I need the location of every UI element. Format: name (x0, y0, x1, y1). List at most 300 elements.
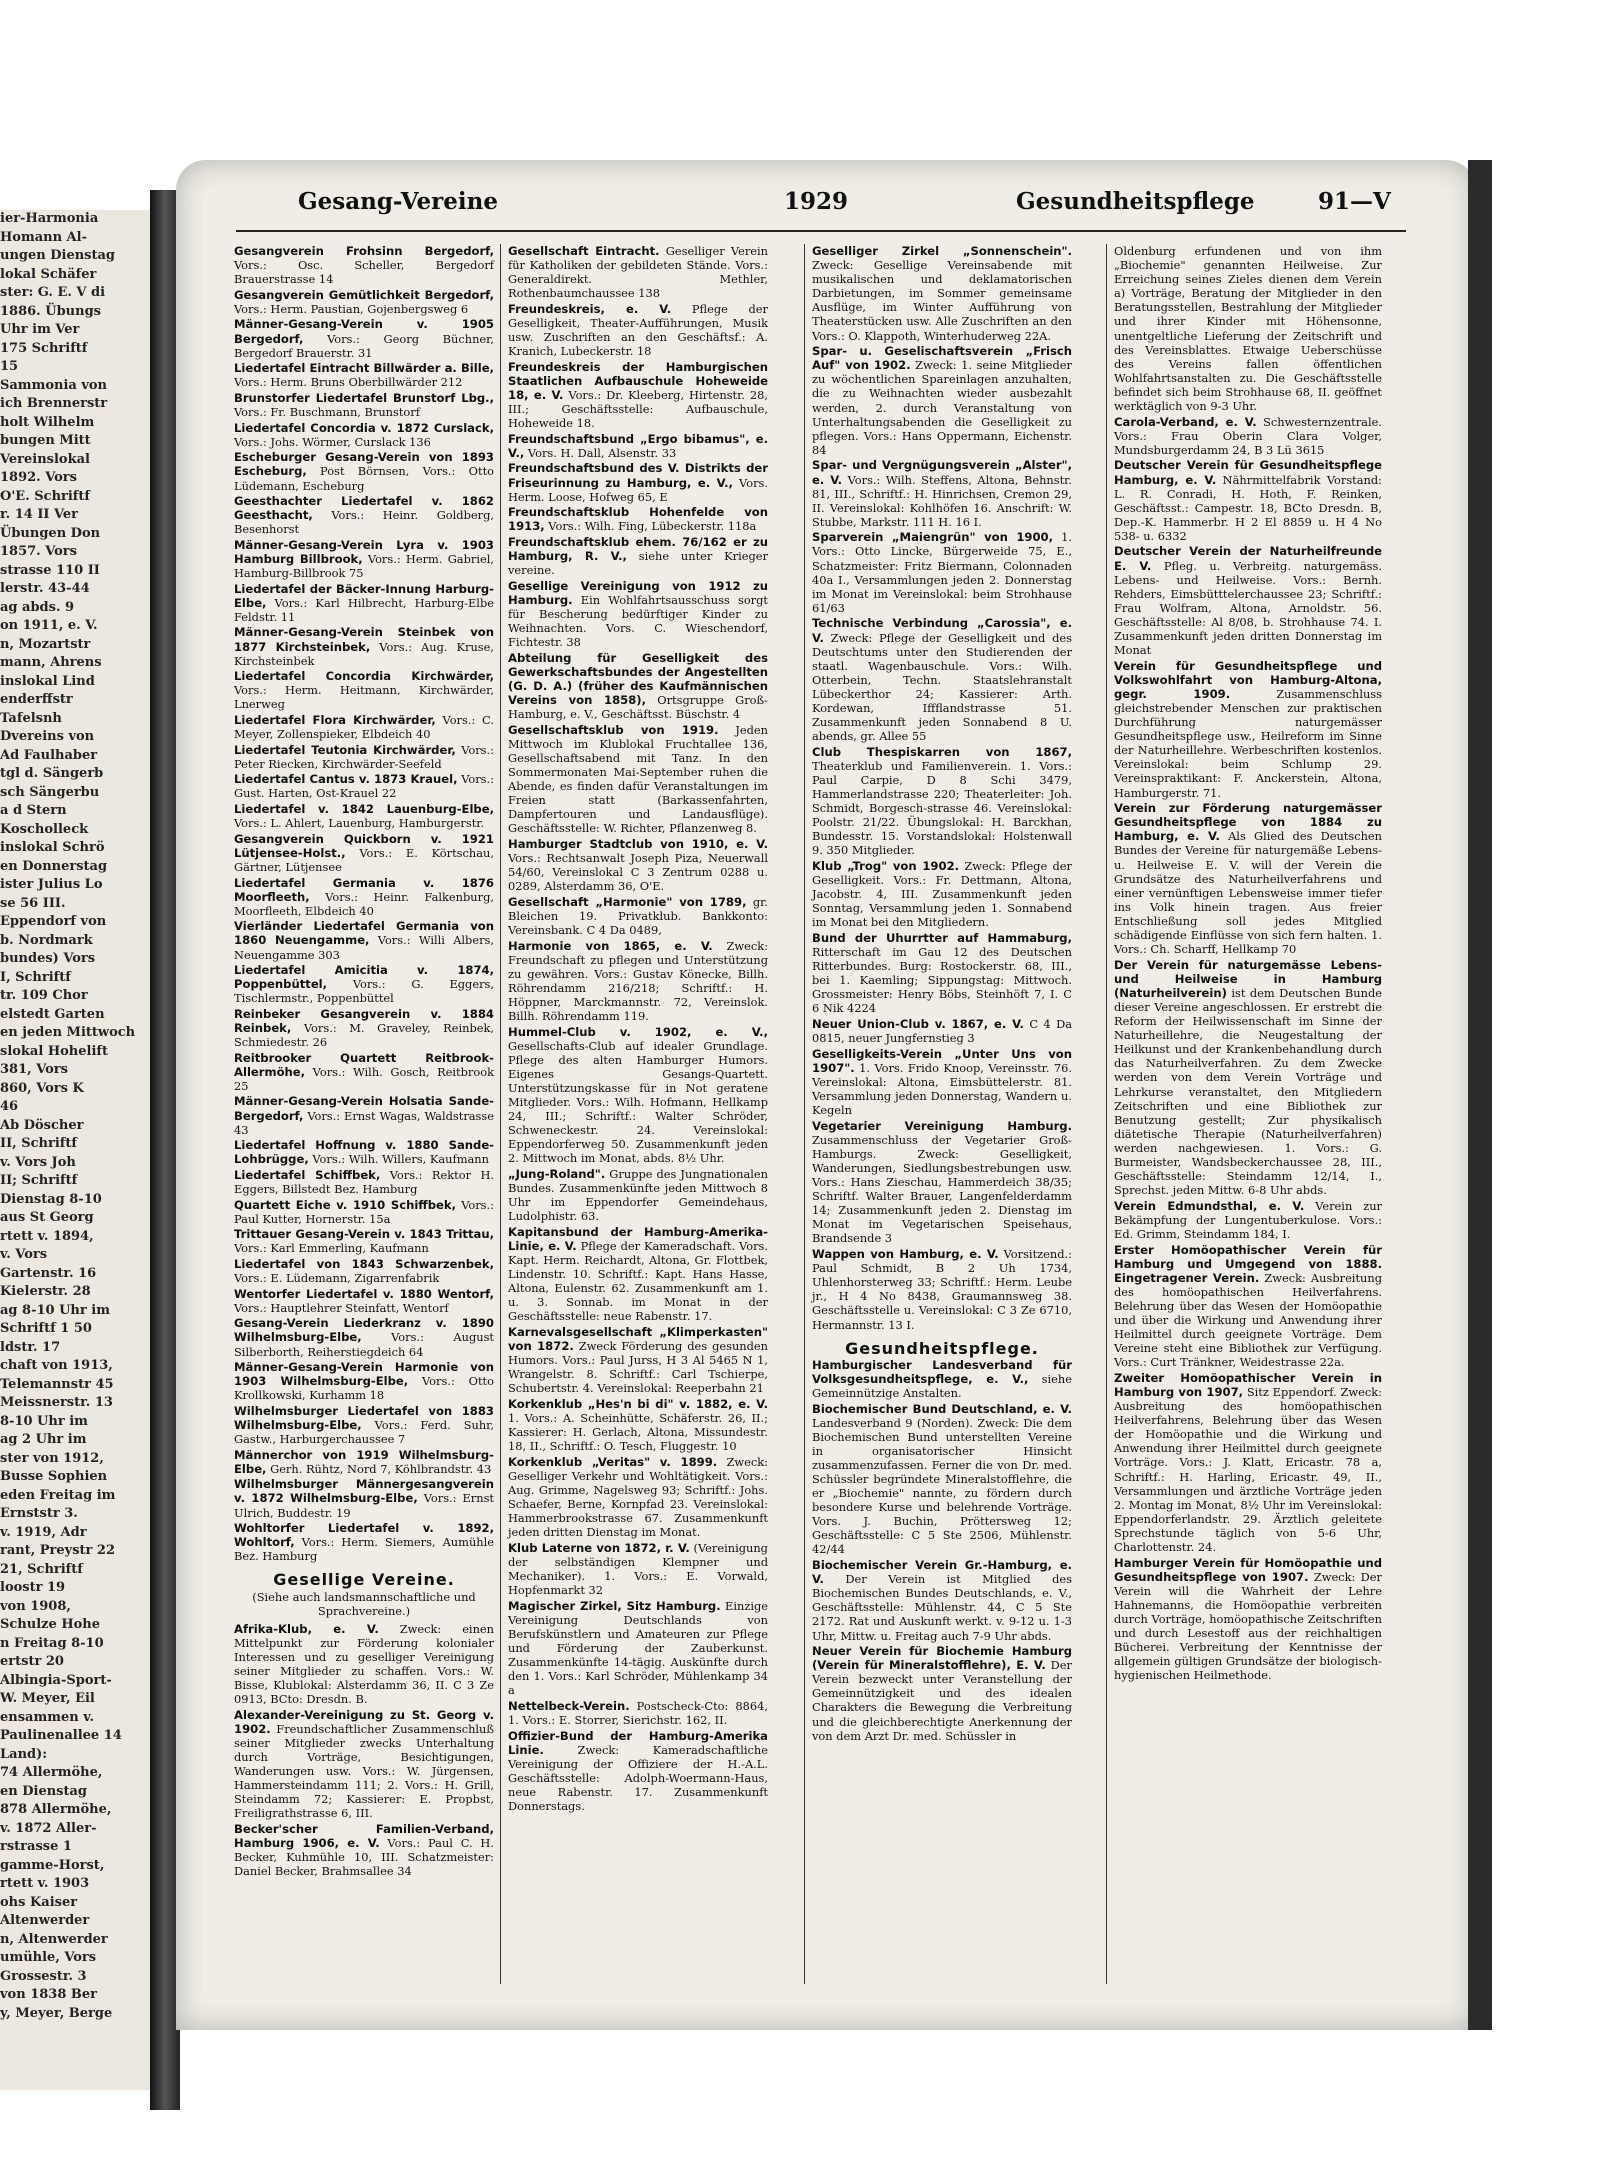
entry-name: Erster Homöopathischer Verein für Hamburg und Umgegend von 1888. Eingetragener Verein. (1114, 1242, 1382, 1285)
entry-text: Zweck: Pflege der Geselligkeit. Vors.: Fr. Dettmann, Altona, Jacobstr. 4, III. Zusammenkunft jeden Sonntag, Versammlung jeden 1. Sonnabend im Monat bei den Mitgliedern. (812, 859, 1072, 930)
directory-entry (1114, 415, 1382, 457)
directory-entry (508, 1699, 768, 1727)
directory-entry (508, 1025, 768, 1166)
entry-name: Gesangverein Quickborn v. 1921 Lütjensee-Holst., (234, 831, 494, 860)
directory-entry (508, 1397, 768, 1453)
entry-text: Vorsitzend.: Paul Schmidt, B 2 Uh 1734, Uhlenhorsterweg 33; Schriftf.: Herm. Leube jr., H 4 No 8438, Graumannsweg 38. Geschäftsstelle u. Vereinslokal: C 3 Ze 6710, Hermannstr. 13 I. (812, 1247, 1072, 1332)
directory-entry (234, 1227, 494, 1255)
entry-text: Vors.: Herm. Siemers, Aumühle Bez. Hamburg (234, 1535, 494, 1564)
directory-entry (812, 1017, 1072, 1045)
directory-entry (812, 244, 1072, 343)
entry-text: Pflege der Kameradschaft. Vors. Kapt. Herm. Reichardt, Altona, Gr. Flottbek, Lindenstr. 10. Schriftf.: Kapt. Hans Hasse, Altona, Eulenstr. 62. Zusammenkunft am 1. u. 3. Sonnab. im Monat in der Geschäftsstelle: neue Rabenstr. 17. (508, 1238, 768, 1324)
entry-text: Jeden Mittwoch im Klublokal Fruchtallee 136, Gesellschaftsabend mit Tanz. In den Sommermonaten Mai-September ruhen die Abende, es finden dafür Veranstaltungen im Freien statt (Barkassenfahrten, Dampfertouren und Landausflüge). Geschäftsstelle: W. Richter, Pflanzenweg 8. (508, 722, 768, 836)
entry-text: Zweck Förderung des gesunden Humors. Vors.: Paul Jurss, H 3 Al 5465 N 1, Wrangelstr. 8. Schriftf.: Carl Tschierpe, Schubertstr. 4. Vereinslokal: Reeperbahn 21 (508, 1339, 768, 1396)
directory-entry (1114, 1556, 1382, 1683)
entry-name: Männer-Gesang-Verein Harmonie von 1903 Wilhelmsburg-Elbe, (234, 1360, 494, 1389)
entry-name: Liedertafel Teutonia Kirchwärder, (234, 742, 456, 757)
left-page-line: strasse 110 II (0, 562, 100, 578)
left-page-line: bungen Mitt (0, 433, 91, 448)
entry-name: Liedertafel Eintracht Billwärder a. Bille, (234, 361, 494, 376)
left-page-line: 74 Allermöhe, (0, 1765, 103, 1780)
left-page-line: ag 2 Uhr im (0, 1432, 87, 1447)
entry-name: Gesellschaftsklub von 1919. (508, 722, 719, 737)
entry-text: gr. Bleichen 19. Privatklub. Bankkonto: Vereinsbank. C 4 Da 0489, (508, 894, 768, 937)
entry-text: Zweck: Geselliger Verkehr und Wohltätigkeit. Vors.: Aug. Grimme, Nagelsweg 93; Schriftf.: Johs. Schaefer, Berne, Kornpfad 23. Vereinslokal: Hammerbrookstrasse 67. Zusammenkunft jeden dritten Dienstag im Monat. (508, 1454, 768, 1540)
directory-entry (234, 1708, 494, 1821)
left-page-line: Busse Sophien (0, 1469, 108, 1484)
left-page-line: Albingia-Sport- (0, 1672, 112, 1688)
left-page-line: rtett v. 1894, (0, 1228, 94, 1244)
directory-entry (234, 450, 494, 492)
entry-text: Vors.: Dr. Kleeberg, Hirtenstr. 28, III.; Geschäftsstelle: Aufbauschule, Hoheweide 18. (508, 387, 768, 431)
entry-text: Pfleg. u. Verbreitg. naturgemäss. Lebens- und Heilweise. Vors.: Bernh. Rehders, Eimsbütttelerchaussee 23; Schriftf.: Frau Wolfram, Altona, Arnoldstr. 56. Geschäftsstelle: Al 8/08, b. Strohhause 74. I. Zusammenkunft jeden dritten Donnerstag im Monat (1114, 558, 1382, 658)
column-divider (1106, 244, 1107, 1984)
directory-entry (234, 876, 494, 918)
entry-name: Technische Verbindung „Carossia", e. V. (812, 616, 1072, 645)
left-page-line: v. 1872 Aller- (0, 1820, 97, 1836)
entry-text: Vors.: Herm. Heitmann, Kirchwärder, Lnerweg (234, 683, 494, 712)
entry-text: Vors.: Wilh. Willers, Kaufmann (308, 1152, 489, 1167)
directory-entry (508, 535, 768, 577)
left-page-line: Tafelsnh (0, 710, 62, 726)
entry-text: Ritterschaft im Gau 12 des Deutschen Ritterbundes. Burg: Rostockerstr. 68, III., bei 1. Kaemling; Sippungstag: Mittwoch. Grossmeister: Henry Böbs, Steinhöft 7, I. C 6 Nik 4224 (812, 945, 1072, 1016)
left-page-line: Dienstag 8-10 (0, 1191, 102, 1207)
entry-text: Vors.: L. Ahlert, Lauenburg, Hamburgerstr. (234, 816, 485, 831)
directory-entry (234, 1138, 494, 1166)
column-divider (500, 244, 501, 1984)
entry-text: Freundschaftlicher Zusammenschluß seiner Mitglieder zwecks Unterhaltung durch Vorträge, Besichtigungen, Wanderungen usw. Vors.: W. Jürgensen, Hammersteindamm 111; 2. Vors.: H. Grill, Steindamm 72; Kassierer: E. Propbst, Freiligrathstrasse 6, III. (234, 1721, 494, 1821)
left-page-line: sch Sängerbu (0, 784, 100, 800)
entry-name: Hamburgischer Landesverband für Volksgesundheitspflege, e. V., (812, 1357, 1072, 1386)
directory-entry (508, 1541, 768, 1597)
directory-entry (234, 494, 494, 536)
directory-entry (508, 1167, 768, 1223)
entry-text: siehe unter Krieger vereine. (508, 548, 768, 578)
left-page-line: ldstr. 17 (0, 1339, 61, 1355)
entry-text: Theaterklub und Familienverein. 1. Vors.: Paul Carpie, D 8 Schi 3479, Hammerlandstrasse 220; Theaterleiter: Joh. Schmidt, Borgesch-strasse 46. Vereinslokal: Poolstr. 21/22. Übungslokal: H. Barckhan, Bundesstr. 15. Vorstandslokal: Holstenwall 9. 350 Mitglieder. (812, 758, 1072, 858)
left-page-line: 381, Vors (0, 1062, 68, 1077)
entry-text: Zweck: Kameradschaftliche Vereinigung der Offiziere der H.-A.L. Geschäftsstelle: Adolph-Woermann-Haus, neue Rabenstr. 17. Zusammenkunft Donnerstags. (508, 1742, 768, 1814)
directory-entry (812, 1047, 1072, 1117)
left-page-line: Ab Döscher (0, 1117, 84, 1133)
entry-text: Zweck: Ausbreitung des homöopathischen Heilverfahrens. Belehrung über das Wesen der Homöopathie und über die Wirkung und Anwendung ihrer Heilmittel durch geeignete Vorträge. Dem Vereine steht eine Bibliothek zur Verfügung. Vors.: Curt Tränkner, Weidestrasse 22a. (1114, 1270, 1382, 1370)
entry-text: Vors.: Heinr. Goldberg, Besenhorst (234, 508, 494, 537)
left-page-line: 175 Schriftf (0, 340, 88, 356)
entry-text: Vors. H. Dall, Alsenstr. 33 (524, 445, 677, 460)
entry-name: Freundschaftsklub ehem. 76/162 er zu Hamburg, R. V., (508, 534, 768, 563)
entry-text: Vors.: Fr. Buschmann, Brunstorf (234, 405, 420, 420)
left-page-line: ag 8-10 Uhr im (0, 1302, 110, 1318)
entry-name: Vierländer Liedertafel Germania von 1860 Neuengamme, (234, 919, 494, 948)
column-divider (804, 244, 805, 1984)
directory-entry (508, 432, 768, 460)
entry-text: Postscheck-Cto: 8864, 1. Vors.: E. Storrer, Sierichstr. 162, II. (508, 1698, 768, 1728)
entry-name: Wohltorfer Liedertafel v. 1892, Wohltorf, (234, 1521, 494, 1550)
entry-name: Reitbrooker Quartett Reitbrook-Allermöhe, (234, 1050, 494, 1079)
directory-entry (234, 1404, 494, 1446)
left-page-line: Eppendorf von (0, 914, 107, 929)
entry-name: Neuer Verein für Biochemie Hamburg (Verein für Mineralstofflehre), E. V. (812, 1644, 1072, 1673)
directory-entry (508, 723, 768, 836)
entry-name: Neuer Union-Club v. 1867, e. V. (812, 1017, 1024, 1032)
entry-text: Vors.: Willi Albers, Neuengamme 303 (234, 933, 495, 962)
directory-entry (234, 1257, 494, 1285)
entry-name: Trittauer Gesang-Verein v. 1843 Trittau, (234, 1227, 494, 1242)
entry-text: Vors.: Ernst Wagas, Waldstrasse 43 (234, 1108, 494, 1137)
entry-name: Korkenklub „Veritas" v. 1899. (508, 1454, 718, 1469)
entry-name: Klub „Trog" von 1902. (812, 859, 960, 874)
left-page-line: b. Nordmark (0, 932, 93, 948)
left-page-line: 21, Schriftf (0, 1561, 83, 1577)
directory-entry (812, 1119, 1072, 1246)
directory-entry (234, 1316, 494, 1358)
entry-text: 1. Vors.: A. Scheinhütte, Schäferstr. 26, II.; Kassierer: H. Gerlach, Altona, Missundestr. 18, II., Schriftf.: O. Tesch, Fluggestr. 10 (508, 1411, 768, 1454)
left-page-line: 1892. Vors (0, 470, 77, 485)
entry-text: Sitz Eppendorf. Zweck: Ausbreitung des homöopathischen Heilverfahrens, Belehrung über das Wesen der Homöopathie und die Wirkung und Anwendung ihrer Heilmittel durch geeignete Vorträge. Vors.: J. Klatt, Ericastr. 78 a, Schriftf.: H. Harling, Ericastr. 49, II., Versammlungen und ärztliche Vorträge jeden 2. Montag im Monat, 8½ Uhr im Vereinslokal: Eppendorferlandstr. 29. Ärztlich geleitete Sprechstunde täglich von 5-6 Uhr, Charlottenstr. 24. (1114, 1385, 1382, 1555)
entry-text: Gruppe des Jungnationalen Bundes. Zusammenkünfte jeden Mittwoch 8 Uhr im Eppendorfer Gemeindehaus, Ludolphistr. 63. (508, 1167, 768, 1224)
left-page-line: slokal Hohelift (0, 1043, 108, 1059)
entry-text: Geselliger Verein für Katholiken der gebildeten Stände. Vors.: Generaldirekt. Methler, Rothenbaumchaussee 138 (508, 244, 768, 301)
left-page-line: ungen Dienstag (0, 248, 116, 263)
left-page-line: holt Wilhelm (0, 414, 95, 430)
entry-name: Harmonie von 1865, e. V. (508, 938, 713, 953)
directory-entry (234, 963, 494, 1005)
entry-name: Gesang-Verein Liederkranz v. 1890 Wilhelmsburg-Elbe, (234, 1316, 494, 1345)
entry-name: Club Thespiskarren von 1867, (812, 744, 1072, 759)
directory-entry (508, 939, 768, 1024)
directory-entry (234, 832, 494, 874)
entry-text: (Vereinigung der selbständigen Klempner und Mechaniker). 1. Vors.: E. Vorwald, Hopfenmarkt 32 (508, 1540, 768, 1598)
entry-name: Gesellschaft „Harmonie" von 1789, (508, 894, 747, 909)
left-page-line: Uhr im Ver (0, 322, 80, 337)
entry-text: Oldenburg erfundenen und von ihm „Biochemie" genannten Heilweise. Zur Erreichung seines Zieles dienen dem Verein a) Vorträge, Beratung der Mitglieder in den Beratungsstellen, Bestrahlung der Mitglieder und ihrer Kinder mit Höhensonne, unentgeltliche Lieferung der Zeitschrift und des Vereinsblattes. Etwaige Ueberschüsse des Vereins fallen öffentlichen Wohlfahrtsanstalten zu. Die Geschäftsstelle befindet sich beim Strohhause 68, II. geöffnet werktäglich von 9-3 Uhr. (1114, 244, 1382, 414)
entry-name: Verein Edmundsthal, e. V. (1114, 1198, 1305, 1213)
entry-name: Männer-Gesang-Verein Lyra v. 1903 Hamburg Billbrook, (234, 537, 494, 566)
entry-text: Vors.: Ernst Ulrich, Buddestr. 19 (234, 1491, 494, 1520)
left-page-line: bundes) Vors (0, 951, 96, 966)
left-page-line: 1857. Vors (0, 544, 77, 559)
directory-entry (508, 837, 768, 893)
left-page-line: mann, Ahrens (0, 655, 102, 670)
entry-name: Geesthachter Liedertafel v. 1862 Geesthacht, (234, 494, 494, 523)
directory-entry (1114, 244, 1382, 413)
page-number: 91—V (1318, 188, 1391, 215)
directory-entry (812, 1644, 1072, 1743)
entry-name: Abteilung für Geselligkeit des Gewerkschaftsbundes der Angestellten (G. D. A.) (früher des Kaufmännischen Vereins von 1858), (508, 650, 768, 707)
section-heading: Gesundheitspflege. (845, 1338, 1039, 1358)
left-page-line: 8-10 Uhr im (0, 1413, 88, 1429)
directory-entry (234, 1360, 494, 1402)
entry-name: „Jung-Roland". (508, 1167, 606, 1181)
section-heading: Gesellige Vereine. (273, 1570, 455, 1590)
directory-entry (234, 1051, 494, 1093)
directory-entry (508, 895, 768, 937)
entry-text: Gerh. Rühtz, Nord 7, Köhlbrandstr. 43 (266, 1461, 492, 1476)
entry-text: Vors.: G. Eggers, Tischlermstr., Poppenbüttel (234, 977, 494, 1006)
left-page-line: W. Meyer, Eil (0, 1691, 95, 1706)
left-page-line: Meissnerstr. 13 (0, 1395, 113, 1410)
entry-text: Der Verein ist Mitglied des Biochemischen Bundes Deutschlands, e. V., Geschäftsstelle: Mühlenstr. 44, C 5 Ste 2172. Rat und Auskunft werkt. v. 9-12 u. 1-3 Uhr, Mittw. u. Freitag auch 7-9 Uhr abds. (812, 1572, 1072, 1643)
entry-text: Vors.: Johs. Wörmer, Curslack 136 (234, 434, 431, 449)
left-page-line: enderffstr (0, 692, 73, 707)
entry-text: Landesverband 9 (Norden). Zweck: Die dem Biochemischen Bund unterstellten Vereine in organisatorischer Hinsicht zusammenzufassen. Ferner die von Dr. med. Schüssler begründete Mineralstofflehre, die er „Biochemie" nannte, zu fördern durch besondere Kurse und belehrende Vorträge. Vors. J. Buchin, Pröttersweg 12; Geschäftsstelle: C 5 Ste 2506, Mühlenstr. 42/44 (812, 1415, 1072, 1557)
directory-entry (508, 244, 768, 300)
entry-name: Männer-Gesang-Verein Holsatia Sande-Bergedorf, (234, 1094, 494, 1123)
entry-name: Deutscher Verein der Naturheilfreunde E. V. (1114, 544, 1382, 573)
directory-entry (234, 582, 494, 624)
left-page-line: tgl d. Sängerb (0, 766, 104, 781)
directory-entry (812, 859, 1072, 929)
entry-name: Gesellige Vereinigung von 1912 zu Hamburg. (508, 578, 768, 607)
directory-entry (234, 743, 494, 771)
left-page-line: I, Schriftf (0, 969, 71, 985)
left-page-line: on 1911, e. V. (0, 618, 98, 633)
directory-entry (234, 772, 494, 800)
entry-text: Vors.: Rechtsanwalt Joseph Piza, Neuerwall 54/60, Vereinslokal C 3 Zentrum 0288 u. 0289, Alsterdamm 36, O'E. (508, 850, 768, 894)
entry-name: Offizier-Bund der Hamburg-Amerika Linie. (508, 1728, 768, 1757)
directory-entry (1114, 1243, 1382, 1370)
entry-name: Escheburger Gesang-Verein von 1893 Escheburg, (234, 450, 494, 479)
left-page-line: loostr 19 (0, 1580, 66, 1595)
entry-text: Schwesternzentrale. Vors.: Frau Oberin Clara Volger, Mundsburgerdamm 24, B 3 Lü 3615 (1114, 414, 1382, 457)
entry-name: Biochemischer Bund Deutschland, e. V. (812, 1401, 1072, 1416)
entry-name: Hummel-Club v. 1902, e. V., (508, 1024, 768, 1039)
left-page-line: a d Stern (0, 803, 67, 818)
page-edge (1468, 160, 1492, 2030)
directory-entry (508, 579, 768, 649)
entry-name: Freundschaftsklub Hohenfelde von 1913, (508, 505, 768, 534)
entry-name: Geselliger Zirkel „Sonnenschein". (812, 244, 1072, 258)
entry-text: Vors.: Otto Krollkowski, Kurhamm 18 (234, 1374, 494, 1403)
entry-name: Wentorfer Liedertafel v. 1880 Wentorf, (234, 1286, 494, 1301)
entry-name: Liedertafel Germania v. 1876 Moorfleeth, (234, 875, 494, 904)
entry-name: Wappen von Hamburg, e. V. (812, 1247, 999, 1262)
entry-text: Gesellschafts-Club auf idealer Grundlage. Pflege des alten Hamburger Humors. Eigenes Gesangs-Quartett. Unterstützungskasse für in Not geratene Mitglieder. Vors.: Wilh. Hofmann, Hellkamp 24, III.; Schriftf.: Walter Schröder, Schweneckestr. 24. Vereinslokal: Eppendorferweg 50. Zusammenkunft jeden 2. Mittwoch im Monat, abds. 8½ Uhr. (508, 1038, 768, 1166)
entry-name: Karnevalsgesellschaft „Klimperkasten" von 1872. (508, 1325, 768, 1354)
entry-name: Hamburger Stadtclub von 1910, e. V. (508, 836, 768, 851)
directory-entry (812, 530, 1072, 615)
entry-name: Freundeskreis der Hamburgischen Staatlichen Aufbauschule Hoheweide 18, e. V. (508, 359, 768, 402)
entry-text: Vors.: Karl Emmerling, Kaufmann (234, 1241, 429, 1256)
entry-name: Biochemischer Verein Gr.-Hamburg, e. V. (812, 1558, 1072, 1587)
left-page-line: Gartenstr. 16 (0, 1265, 97, 1281)
left-page-line: Übungen Don (0, 525, 101, 541)
directory-entry (508, 1729, 768, 1814)
left-page-line: r. 14 II Ver (0, 507, 79, 522)
entry-name: Der Verein für naturgemässe Lebens- und Heilweise in Hamburg (Naturheilverein) (1114, 957, 1382, 1000)
directory-entry (508, 1599, 768, 1698)
directory-entry (812, 344, 1072, 457)
directory-entry (234, 1448, 494, 1476)
left-page-line: 1886. Übungs (0, 303, 101, 319)
entry-name: Freundeskreis, e. V. (508, 301, 672, 316)
header-rule (236, 230, 1406, 232)
entry-name: Verein zur Förderung naturgemässer Gesundheitspflege von 1884 zu Hamburg, e. V. (1114, 801, 1382, 844)
directory-entry (812, 1358, 1072, 1400)
left-page-line: 15 (0, 359, 19, 374)
entry-name: Männer-Gesang-Verein v. 1905 Bergedorf, (234, 317, 494, 346)
column-1 (234, 244, 494, 1880)
entry-name: Zweiter Homöopathischer Verein in Hamburg von 1907, (1114, 1370, 1382, 1399)
entry-text: Vors.: Heinr. Falkenburg, Moorfleeth, Elbdeich 40 (234, 889, 494, 918)
column-4 (1114, 244, 1382, 1684)
entry-text: Zweck: Pflege der Geselligkeit und des Deutschtums unter den Studierenden der staatl. Wagenbauschule. Vors.: Wilh. Otterbein, Techn. Staatslehranstalt Lübeckerthor 24; Kassierer: Arth. Kordewan, Iffflandstrasse 51. Zusammenkunft jeden Sonnabend 8 U. abends, gr. Allee 55 (812, 630, 1072, 744)
directory-entry (508, 1225, 768, 1324)
directory-entry (234, 244, 494, 286)
directory-entry (234, 669, 494, 711)
entry-name: Quartett Eiche v. 1910 Schiffbek, (234, 1197, 456, 1212)
directory-entry (812, 931, 1072, 1016)
entry-text: 1. Vors.: Otto Lincke, Bürgerweide 75, E., Schatzmeister: Fritz Biermann, Colonnaden 40a I., Versammlungen jeden 2. Donnerstag im Monat im Vereinslokal: beim Strohhause 61/63 (812, 530, 1072, 615)
header-right-title: Gesundheitspflege (1016, 188, 1255, 215)
left-page-line: Schriftf 1 50 (0, 1321, 92, 1336)
left-page-line: v. Vors (0, 1247, 48, 1262)
directory-entry (234, 713, 494, 741)
entry-name: Spar- u. Geselischaftsverein „Frisch Auf" von 1902. (812, 344, 1072, 373)
entry-name: Carola-Verband, e. V. (1114, 414, 1257, 429)
left-page-line: Kielerstr. 28 (0, 1284, 91, 1299)
entry-name: Becker'scher Familien-Verband, Hamburg 1906, e. V. (234, 1822, 494, 1851)
left-page-line: II, Schriftf (0, 1136, 77, 1151)
entry-name: Verein für Gesundheitspflege und Volkswohlfahrt von Hamburg-Altona, gegr. 1909. (1114, 658, 1382, 701)
left-page-line: ag abds. 9 (0, 599, 75, 615)
left-page-line: inslokal Schrö (0, 840, 105, 855)
entry-text: 1. Vors. Frido Knoop, Vereinsstr. 76. Vereinslokal: Altona, Eimsbüttelerstr. 81. Versammlung jeden Donnerstag, Wandern u. Kegeln (812, 1060, 1072, 1118)
entry-name: Brunstorfer Liedertafel Brunstorf Lbg., (234, 390, 494, 405)
directory-entry (1114, 544, 1382, 657)
directory-entry (234, 1007, 494, 1049)
directory-entry (234, 1622, 494, 1707)
entry-text: Als Glied des Deutschen Bundes der Vereine für naturgemäße Lebens- u. Heilweise E. V. will der Verein die Grundsätze des Naturheilverfahrens und einer vernünftigen Lebensweise immer tiefer ins Volk hinein tragen. Aus freier Entschließung soll jedes Mitglied schädigende Einflüsse von sich fern halten. 1. Vors.: Ch. Scharff, Hellkamp 70 (1114, 829, 1383, 957)
left-page-line: rstrasse 1 (0, 1839, 72, 1854)
entry-text: Der Verein bezweckt unter Veranstellung der Gemeinnützigkeit und des idealen Charakters die Bewegung die Verbreitung und die gleichberechtigte Anerkennung der von dem Arzt Dr. med. Schüssler in (812, 1658, 1072, 1743)
entry-text: ist dem Deutschen Bunde dieser Vereine angeschlossen. Er erstrebt die Reform der Heilwissenschaft im Sinne der Naturheillehre, die Neugestaltung der Heilkunst und der Krankenbehandlung durch das Naturheilverfahren. Zu dem Zwecke werden von dem Verein Vorträge und Lehrkurse veranstaltet, den Mitgliedern Zeitschriften und eine Bibliothek zur Benutzung gestellt; Zur physikalisch diätetische Therapie (Naturheilverfahren) werden nachgewiesen. 1. Vors.: G. Burmeister, Wandsbeckerchaussee 28, III., Geschäftsstelle: Steindamm 12/14, I., Sprechst. jeden Mittw. 6-8 Uhr abds. (1114, 985, 1382, 1198)
entry-name: Liedertafel der Bäcker-Innung Harburg-Elbe, (234, 581, 494, 610)
left-page-fragment (0, 210, 156, 2090)
entry-text: Pflege der Geselligkeit, Theater-Aufführungen, Musik usw. Zuschriften an den Geschäftsf.: A. Kranich, Lubeckerstr. 18 (508, 301, 768, 359)
entry-text: C 4 Da 0815, neuer Jungfernstieg 3 (812, 1017, 1072, 1046)
directory-entry (508, 651, 768, 721)
directory-entry (234, 317, 494, 359)
left-page-line: rant, Preystr 22 (0, 1543, 116, 1558)
directory-entry (234, 1287, 494, 1315)
directory-entry (234, 1168, 494, 1196)
left-page-line: ensammen v. (0, 1709, 94, 1725)
left-page-line: 878 Allermöhe, (0, 1802, 112, 1817)
entry-text: Zusammenschluss gleichstrebender Menschen zur praktischen Durchführung naturgemässer Gesundheitspflege usw., Heilreform im Sinne der Naturheillehre. Werbeschriften kostenlos. Vereinslokal: beim Schlump 29. Vereinspraktikant: F. Anckerstein, Altona, Hamburgerstr. 71. (1114, 686, 1382, 800)
entry-text: Vors.: M. Graveley, Reinbek, Schmiedestr. 26 (234, 1020, 494, 1050)
left-page-line: ier-Harmonia (0, 211, 99, 226)
entry-text: Vors.: Paul Kutter, Hornerstr. 15a (234, 1197, 494, 1226)
entry-text: Einzige Vereinigung Deutschlands von Berufskünstlern und Amateuren zur Pflege und Förderung der Zauberkunst. Zusammenkünfte 14-tägig. Auskünfte durch den 1. Vors.: Karl Schröder, Mühlenkamp 34 a (508, 1598, 768, 1698)
column-3 (812, 244, 1072, 1744)
header-year: 1929 (784, 188, 849, 215)
left-page-line: n, Mozartstr (0, 636, 91, 652)
left-page-line: Dvereins von (0, 729, 95, 744)
column-2 (508, 244, 768, 1815)
directory-entry (508, 461, 768, 503)
entry-text: Ein Wohlfahrtsausschuss sorgt für Bescherung bedürftiger Kinder zu Weihnachten. Vors. C. Wieschendorf, Fichtestr. 38 (508, 592, 768, 650)
entry-name: Männerchor von 1919 Wilhelmsburg-Elbe, (234, 1447, 494, 1476)
entry-text: Vors.: Georg Büchner, Bergedorf Brauerstr. 31 (234, 331, 494, 360)
entry-text: Vors.: Paul C. H. Becker, Kuhmühle 10, III. Schatzmeister: Daniel Becker, Brahmsallee 34 (234, 1836, 494, 1879)
directory-entry (234, 1521, 494, 1563)
left-page-line: O'E. Schriftf (0, 488, 90, 504)
left-page-line: von 1838 Ber (0, 1987, 98, 2002)
left-page-line: ster von 1912, (0, 1450, 104, 1466)
directory-entry (234, 538, 494, 580)
directory-entry (508, 1455, 768, 1540)
entry-name: Geselligkeits-Verein „Unter Uns von 1907". (812, 1046, 1072, 1075)
entry-text: Verein zur Bekämpfung der Lungentuberkulose. Vors.: Ed. Grimm, Steindamm 184, I. (1114, 1198, 1383, 1241)
header-left-title: Gesang-Vereine (298, 188, 499, 215)
left-page-line: lokal Schäfer (0, 266, 97, 282)
entry-text: Vors.: C. Meyer, Zollenspieker, Elbdeich 40 (234, 713, 494, 742)
directory-entry (1114, 458, 1382, 543)
directory-entry (234, 1822, 494, 1878)
directory-entry (234, 1198, 494, 1226)
directory-entry (234, 361, 494, 389)
entry-text: Vors.: Peter Riecken, Kirchwärder-Seefeld (234, 742, 494, 771)
entry-text: Post Börnsen, Vors.: Otto Lüdemann, Escheburg (234, 464, 494, 493)
entry-text: Vors.: E. Lüdemann, Zigarrenfabrik (234, 1271, 440, 1286)
entry-text: Vors. Herm. Loose, Hofweg 65, E (508, 475, 768, 504)
entry-name: Kapitansbund der Hamburg-Amerika-Linie, e. V. (508, 1224, 768, 1253)
entry-text: Vors.: Herm. Bruns Oberbillwärder 212 (234, 375, 463, 390)
directory-entry (234, 421, 494, 449)
left-page-line: en jeden Mittwoch (0, 1025, 136, 1040)
left-page-line: Koscholleck (0, 821, 89, 837)
left-page-line: Ernststr 3. (0, 1506, 78, 1521)
entry-text: Vors.: Herm. Gabriel, Hamburg-Billbrook 75 (234, 551, 494, 581)
directory-entry (234, 1477, 494, 1519)
entry-text: Vors.: Karl Hilbrecht, Harburg-Elbe Feldstr. 11 (234, 595, 494, 624)
entry-text: Vors.: Herm. Paustian, Gojenbergsweg 6 (234, 301, 469, 316)
entry-text: Vors.: Rektor H. Eggers, Billstedt Bez. Hamburg (234, 1167, 494, 1196)
left-page-line: von 1908, (0, 1598, 71, 1614)
left-page-line: Paulinenallee 14 (0, 1728, 122, 1743)
left-page-line: ohs Kaiser (0, 1894, 78, 1910)
entry-text: Zweck: Gesellige Vereinsabende mit musikalischen und deklamatorischen Darbietungen, im Sommer gemeinsame Ausflüge, im Winter Aufführung von Theaterstücken usw. Alle Zuschriften an den Vors.: O. Klappoth, Winterhuderweg 22A. (812, 258, 1072, 343)
entry-name: Liedertafel Schiffbek, (234, 1167, 381, 1182)
entry-name: Vegetarier Vereinigung Hamburg. (812, 1118, 1072, 1133)
directory-entry (812, 1402, 1072, 1557)
left-page-line: n, Altenwerder (0, 1931, 108, 1947)
entry-name: Liedertafel v. 1842 Lauenburg-Elbe, (234, 802, 494, 817)
left-page-line: umühle, Vors (0, 1950, 97, 1965)
left-page-line: ich Brennerstr (0, 396, 108, 411)
entry-name: Liedertafel Hoffnung v. 1880 Sande-Lohbrügge, (234, 1138, 494, 1167)
entry-name: Gesangverein Gemütlichkeit Bergedorf, (234, 287, 494, 302)
entry-name: Gesangverein Frohsinn Bergedorf, (234, 244, 494, 258)
left-page-line: elstedt Garten (0, 1006, 105, 1022)
directory-entry (812, 1558, 1072, 1643)
entry-name: Freundschaftsbund des V. Distrikts der Friseurinnung zu Hamburg, e. V., (508, 461, 768, 490)
directory-entry (508, 302, 768, 358)
entry-name: Korkenklub „Hes'n bi di" v. 1882, e. V. (508, 1397, 768, 1411)
entry-text: Vors.: E. Körtschau, Gärtner, Lütjensee (234, 845, 494, 874)
left-page-line: Schulze Hohe (0, 1617, 101, 1632)
directory-entry (234, 802, 494, 830)
entry-text: Zusammenschluss der Vegetarier Groß-Hamburgs. Zweck: Geselligkeit, Wanderungen, Siedlungsbestrebungen usw. Vors.: Hans Zieschau, Hammerdeich 38/35; Schriftf. Walter Brauer, Langenfelderdamm 14; Zusammenkunft jeden 2. Dienstag im Monat im Vegetarischen Speisehaus, Brandsende 3 (812, 1132, 1072, 1246)
section-subheading: (Siehe auch landsmannschaftliche und Sprachvereine.) (252, 1589, 476, 1618)
entry-text: Zweck: 1. seine Mitglieder zu wöchentlichen Spareinlagen anzuhalten, die zu Weihnachten wieder ausbezahlt werden, 2. durch Veranstaltung von Unterhaltungsabenden die Geselligkeit zu pflegen. Vors.: Hans Oppermann, Eichenstr. 84 (812, 358, 1072, 457)
left-page-line: se 56 III. (0, 895, 66, 911)
directory-entry (1114, 958, 1382, 1198)
left-page-line: aus St Georg (0, 1210, 94, 1225)
left-page-line: en Donnerstag (0, 858, 108, 874)
left-page-line: 46 (0, 1099, 19, 1114)
